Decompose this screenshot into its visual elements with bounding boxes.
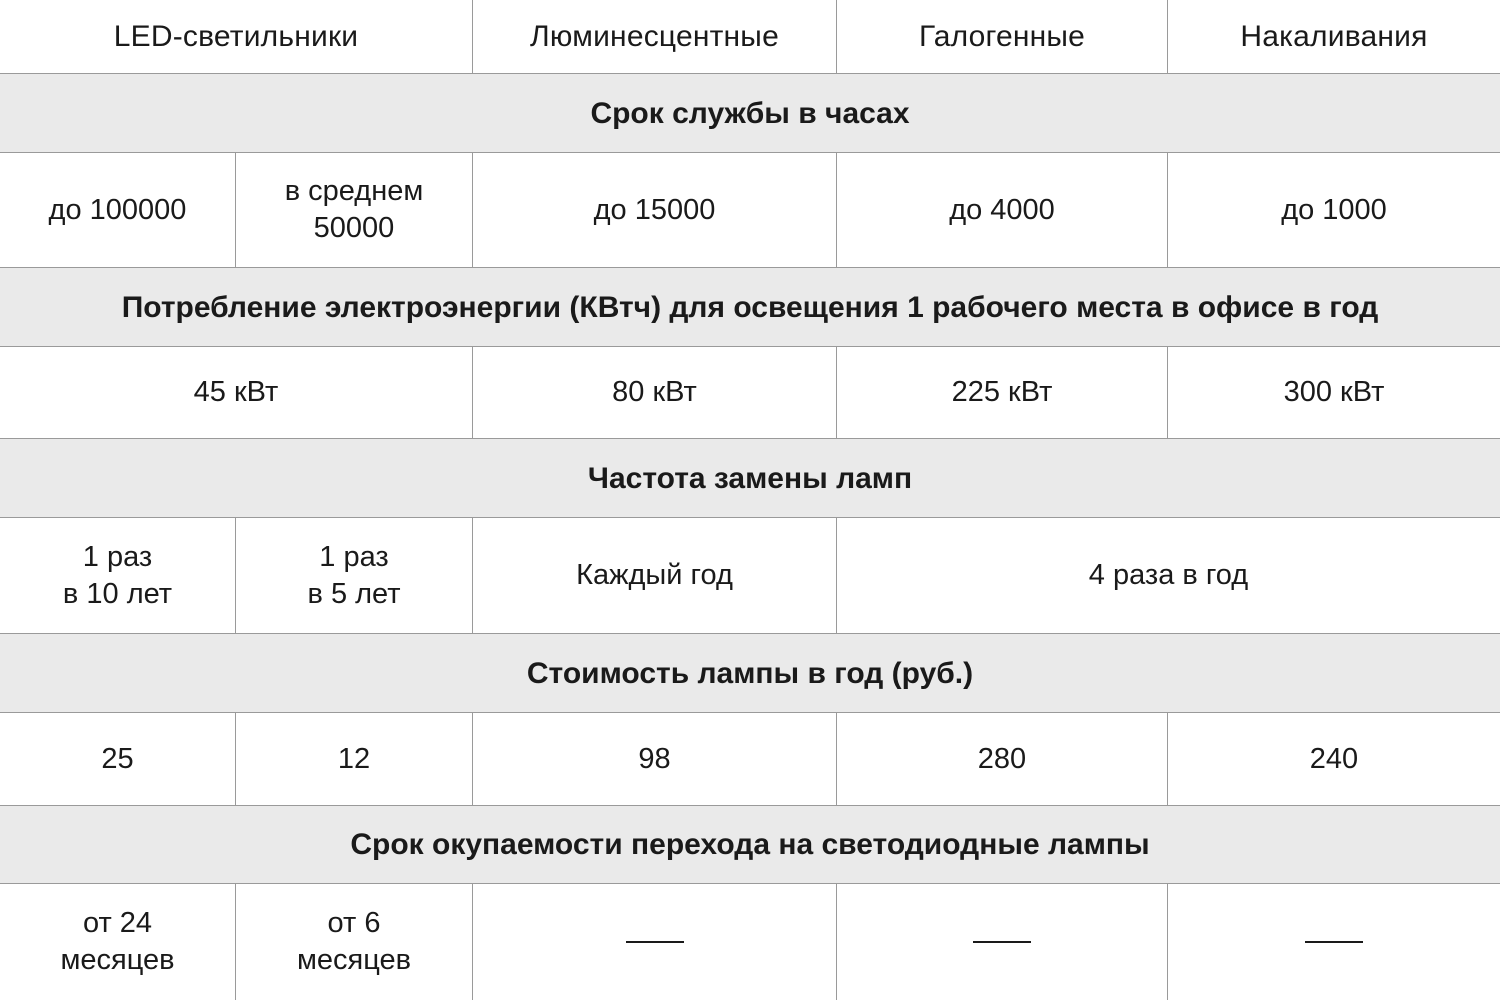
section-payback-label: Срок окупаемости перехода на светодиодные лампы xyxy=(350,828,1150,861)
lifetime-halogen: до 4000 xyxy=(837,153,1168,268)
payback-halogen xyxy=(837,884,1168,1000)
section-cost-label: Стоимость лампы в год (руб.) xyxy=(526,656,974,690)
replacement-led-a: 1 раз в 10 лет xyxy=(0,518,236,634)
header-incandescent: Накаливания xyxy=(1168,0,1500,74)
consumption-fluorescent: 80 кВт xyxy=(473,347,837,439)
cost-led-a: 25 xyxy=(0,713,236,806)
lifetime-fluorescent: до 15000 xyxy=(473,153,837,268)
header-halogen: Галогенные xyxy=(837,0,1168,74)
dash-icon xyxy=(973,941,1031,943)
dash-icon xyxy=(626,941,684,943)
cost-led-b: 12 xyxy=(236,713,473,806)
section-payback xyxy=(0,806,1500,884)
header-led: LED-светильники xyxy=(0,0,473,74)
replacement-led-b: 1 раз в 5 лет xyxy=(236,518,473,634)
cost-incandescent: 240 xyxy=(1168,713,1500,806)
payback-led-b: от 6 месяцев xyxy=(236,884,473,1000)
consumption-halogen: 225 кВт xyxy=(837,347,1168,439)
section-replacement xyxy=(0,439,1500,518)
replacement-fluorescent: Каждый год xyxy=(473,518,837,634)
cost-halogen: 280 xyxy=(837,713,1168,806)
header-fluorescent: Люминесцентные xyxy=(473,0,837,74)
payback-led-a: от 24 месяцев xyxy=(0,884,236,1000)
section-lifetime xyxy=(0,74,1500,153)
section-cost xyxy=(0,634,1500,713)
payback-fluorescent xyxy=(473,884,837,1000)
replacement-halogen-incandescent: 4 раза в год xyxy=(837,518,1500,634)
section-replacement-label: Частота замены ламп xyxy=(587,461,913,495)
section-lifetime-label: Срок службы в часах xyxy=(590,96,910,130)
cost-fluorescent: 98 xyxy=(473,713,837,806)
dash-icon xyxy=(1305,941,1363,943)
section-consumption-label: Потребление электроэнергии (КВтч) для освещения 1 рабочего места в офисе в год xyxy=(121,290,1379,324)
consumption-led: 45 кВт xyxy=(0,347,473,439)
payback-incandescent xyxy=(1168,884,1500,1000)
section-consumption xyxy=(0,268,1500,347)
lifetime-incandescent: до 1000 xyxy=(1168,153,1500,268)
consumption-incandescent: 300 кВт xyxy=(1168,347,1500,439)
lifetime-led-avg: в среднем 50000 xyxy=(236,153,473,268)
lifetime-led-max: до 100000 xyxy=(0,153,236,268)
